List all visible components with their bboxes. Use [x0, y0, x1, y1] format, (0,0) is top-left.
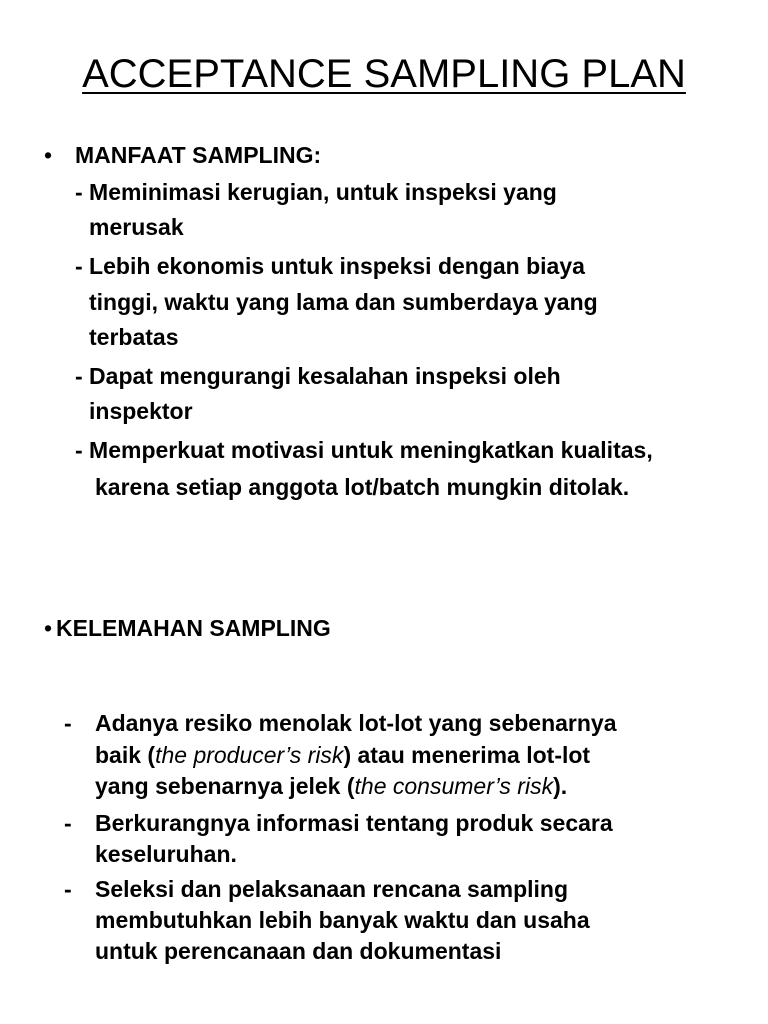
manfaat-line-7: inspektor	[89, 398, 193, 424]
text-segment: ) atau menerima lot-lot	[343, 742, 591, 768]
kelemahan-item-1-line-1: Adanya resiko menolak lot-lot yang sebenarnya	[95, 710, 617, 736]
page-title	[0, 46, 768, 102]
text-segment: yang sebenarnya jelek (	[95, 773, 355, 799]
manfaat-line-4: tinggi, waktu yang lama dan sumberdaya yang	[89, 289, 598, 315]
dash-icon: -	[64, 810, 72, 836]
dash-icon: -	[64, 710, 72, 736]
producer-risk-term: the producer’s risk	[155, 742, 344, 768]
consumer-risk-term: the consumer’s risk	[354, 773, 554, 799]
manfaat-line-1: - Meminimasi kerugian, untuk inspeksi yang	[75, 179, 557, 205]
bullet-icon: •	[44, 615, 53, 641]
section-heading-manfaat: MANFAAT SAMPLING:	[75, 142, 322, 168]
kelemahan-item-3-line-3: untuk perencanaan dan dokumentasi	[95, 938, 502, 964]
dash-icon: -	[64, 876, 72, 902]
manfaat-line-3: - Lebih ekonomis untuk inspeksi dengan biaya	[75, 253, 585, 279]
bullet-icon: •	[44, 142, 53, 168]
page-title-text: ACCEPTANCE SAMPLING PLAN	[82, 52, 686, 96]
manfaat-line-8: - Memperkuat motivasi untuk meningkatkan kualitas,	[75, 437, 653, 463]
manfaat-line-5: terbatas	[89, 324, 179, 350]
text-segment: baik (	[95, 742, 156, 768]
kelemahan-item-2-line-1: Berkurangnya informasi tentang produk secara	[95, 810, 613, 836]
text-segment: ).	[553, 773, 568, 799]
kelemahan-item-3-line-1: Seleksi dan pelaksanaan rencana sampling	[95, 876, 568, 902]
kelemahan-item-1-line-3	[95, 771, 567, 801]
manfaat-line-6: - Dapat mengurangi kesalahan inspeksi oleh	[75, 363, 561, 389]
kelemahan-item-1-line-2	[95, 740, 590, 770]
kelemahan-item-3-line-2: membutuhkan lebih banyak waktu dan usaha	[95, 907, 590, 933]
kelemahan-item-2-line-2: keseluruhan.	[95, 841, 237, 867]
manfaat-line-2: merusak	[89, 214, 184, 240]
manfaat-line-9: karena setiap anggota lot/batch mungkin ditolak.	[95, 474, 630, 500]
section-heading-kelemahan: KELEMAHAN SAMPLING	[56, 615, 331, 641]
